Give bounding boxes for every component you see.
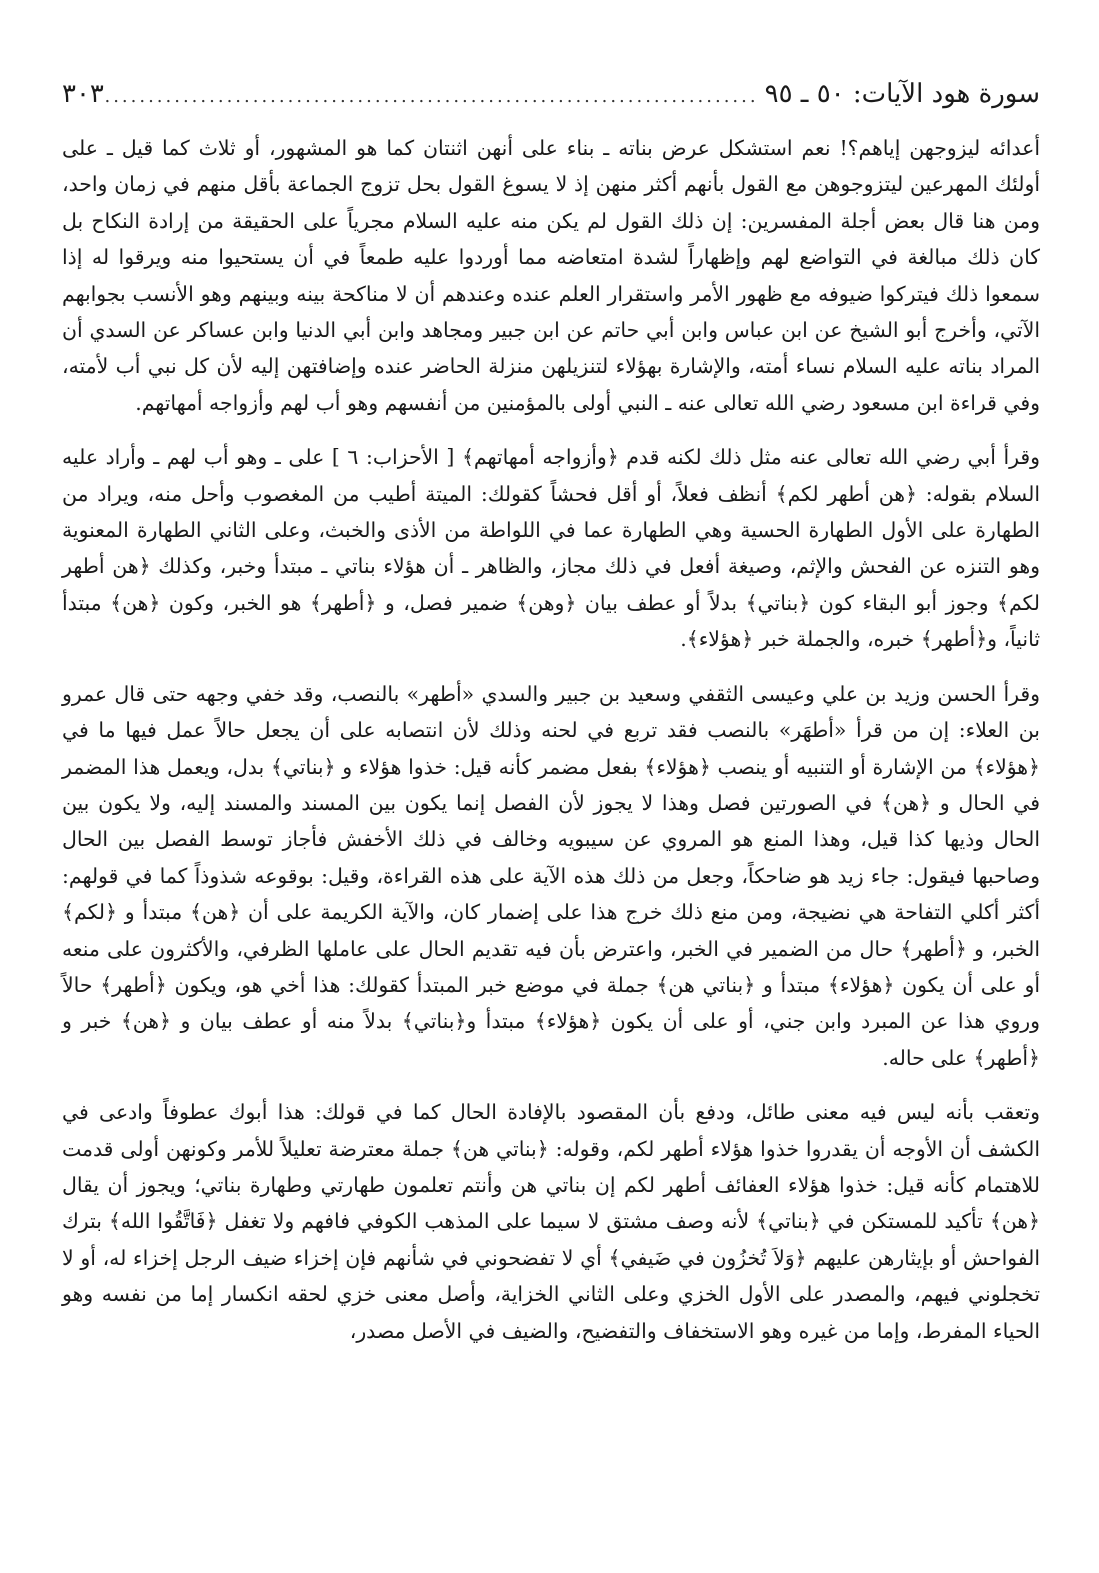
paragraph: وتعقب بأنه ليس فيه معنى طائل، ودفع بأن المقصود بالإفادة الحال كما في قولك: هذا أبوك عطوفاً وادعى في الكشف أن الأوجه أن يقدروا خذوا هؤلاء أطهر لكم، وقوله: ﴿بناتي هن﴾ جملة معترضة تعليلاً للأمر وكونهن أولى قدمت للاهتمام كأنه قيل: خذوا هؤلاء العفائف أطهر لكم إن بناتي هن وأنتم تعلمون طهارتي وطهارة بناتي؛ ويجوز أن يقال ﴿هن﴾ تأكيد للمستكن في ﴿بناتي﴾ لأنه وصف مشتق لا سيما على المذهب الكوفي فافهم ولا تغفل ﴿فَاتَّقُوا الله﴾ بترك الفواحش أو بإيثارهن عليهم ﴿وَلاَ تُخزُون في ضَيفي﴾ أي لا تفضحوني في شأنهم فإن إخزاء ضيف الرجل إخزاء له، أو لا تخجلوني فيهم، والمصدر على الأول الخزي وعلى الثاني الخزاية، وأصل معنى خزي لحقه انكسار إما من نفسه وهو الحياء المفرط، وإما من غيره وهو الاستخفاف والتفضيح، والضيف في الأصل مصدر،	[62, 1100, 1040, 1343]
header-leader-dots	[104, 77, 765, 117]
running-header	[62, 74, 1040, 114]
book-page	[62, 74, 1040, 1554]
page-body	[62, 130, 1040, 1349]
paragraph: أعدائه ليزوجهن إياهم؟! نعم استشكل عرض بناته ـ بناء على أنهن اثنتان كما هو المشهور، أو ثلاث كما قيل ـ على أولئك المهرعين ليتزوجوهن مع القول بأنهم أكثر منهن إذ لا يسوغ القول بحل تزوج الجماعة بأقل منهم في زمان واحد، ومن هنا قال بعض أجلة المفسرين: إن ذلك القول لم يكن منه عليه السلام مجرياً على الحقيقة من إرادة النكاح بل كان ذلك مبالغة في التواضع لهم وإظهاراً لشدة امتعاضه مما أوردوا عليه طمعاً في أن يستحيوا منه ويرقوا له إذا سمعوا ذلك فيتركوا ضيوفه مع ظهور الأمر واستقرار العلم عنده وعندهم أن لا مناكحة بينه وبينهم وهو الأنسب بجوابهم الآتي، وأخرج أبو الشيخ عن ابن عباس وابن أبي حاتم عن ابن جبير ومجاهد وابن أبي الدنيا وابن عساكر عن السدي أن المراد بناته عليه السلام نساء أمته، والإشارة بهؤلاء لتنزيلهن منزلة الحاضر عنده وإضافتهن إليه لأن كل نبي أب لأمته، وفي قراءة ابن مسعود رضي الله تعالى عنه ـ النبي أولى بالمؤمنين من أنفسهم وهو أب لهم وأزواجه أمهاتهم.	[62, 136, 1040, 415]
paragraph: وقرأ أبي رضي الله تعالى عنه مثل ذلك لكنه قدم ﴿وأزواجه أمهاتهم﴾ [ الأحزاب: ٦ ] على ـ وهو أب لهم ـ وأراد عليه السلام بقوله: ﴿هن أطهر لكم﴾ أنظف فعلاً، أو أقل فحشاً كقولك: الميتة أطيب من المغصوب وأحل منه، ويراد من الطهارة على الأول الطهارة الحسية وهي الطهارة عما في اللواطة من الأذى والخبث، وعلى الثاني الطهارة المعنوية وهو التنزه عن الفحش والإثم، وصيغة أفعل في ذلك مجاز، والظاهر ـ أن هؤلاء بناتي ـ مبتدأ وخبر، وكذلك ﴿هن أطهر لكم﴾ وجوز أبو البقاء كون ﴿بناتي﴾ بدلاً أو عطف بيان ﴿وهن﴾ ضمير فصل، و ﴿أطهر﴾ هو الخبر، وكون ﴿هن﴾ مبتدأ ثانياً، و﴿أطهر﴾ خبره، والجملة خبر ﴿هؤلاء﴾.	[62, 445, 1040, 652]
header-title: سورة هود الآيات: ٥٠ ـ ٩٥	[764, 79, 1040, 109]
paragraph: وقرأ الحسن وزيد بن علي وعيسى الثقفي وسعيد بن جبير والسدي «أطهر» بالنصب، وقد خفي وجهه حتى قال عمرو بن العلاء: إن من قرأ «أطهَر» بالنصب فقد تربع في لحنه وذلك لأن انتصابه على أن يجعل حالاً عمل فيها ما في ﴿هؤلاء﴾ من الإشارة أو التنبيه أو ينصب ﴿هؤلاء﴾ بفعل مضمر كأنه قيل: خذوا هؤلاء و ﴿بناتي﴾ بدل، ويعمل هذا المضمر في الحال و ﴿هن﴾ في الصورتين فصل وهذا لا يجوز لأن الفصل إنما يكون بين المسند والمسند إليه، ولا يكون بين الحال وذيها كذا قيل، وهذا المنع هو المروي عن سيبويه وخالف في ذلك الأخفش فأجاز توسط الفصل بين الحال وصاحبها فيقول: جاء زيد هو ضاحكاً، وجعل من ذلك هذه الآية على هذه القراءة، وقيل: بوقوعه شذوذاً كما في قولهم: أكثر أكلي التفاحة هي نضيجة، ومن منع ذلك خرج هذا على إضمار كان، والآية الكريمة على أن ﴿هن﴾ مبتدأ و ﴿لكم﴾ الخبر، و ﴿أطهر﴾ حال من الضمير في الخبر، واعترض بأن فيه تقديم الحال على عاملها الظرفي، والأكثرون على منعه أو على أن يكون ﴿هؤلاء﴾ مبتدأ و ﴿بناتي هن﴾ جملة في موضع خبر المبتدأ كقولك: هذا أخي هو، ويكون ﴿أطهر﴾ حالاً وروي هذا عن المبرد وابن جني، أو على أن يكون ﴿هؤلاء﴾ مبتدأ و﴿بناتي﴾ بدلاً منه أو عطف بيان و ﴿هن﴾ خبر و ﴿أطهر﴾ على حاله.	[62, 681, 1040, 1070]
page-number: ٣٠٣	[62, 79, 104, 109]
